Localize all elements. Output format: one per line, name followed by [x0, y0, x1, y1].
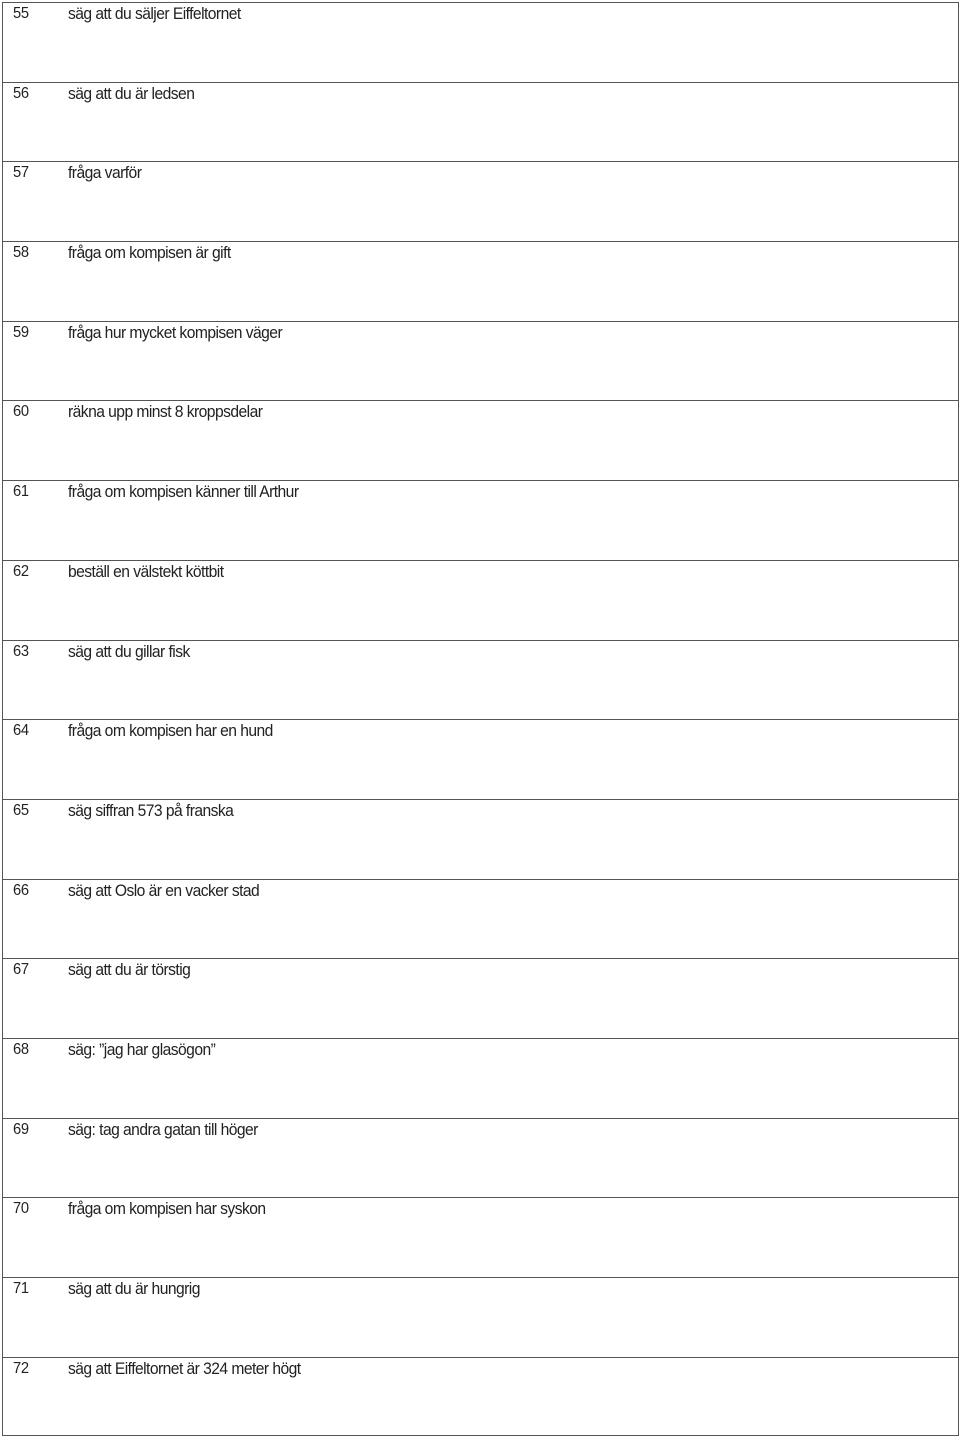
row-number: 67 [13, 961, 29, 979]
row-text: säg att Eiffeltornet är 324 meter högt [68, 1358, 301, 1378]
table-row [3, 322, 958, 402]
row-text: säg: tag andra gatan till höger [68, 1119, 258, 1139]
row-number: 62 [13, 562, 29, 580]
row-text: säg siffran 573 på franska [68, 800, 234, 820]
row-text: fråga om kompisen har en hund [68, 721, 273, 741]
task-table [2, 2, 959, 1436]
row-number: 68 [13, 1040, 29, 1058]
table-row [3, 481, 958, 561]
table-row [3, 1278, 958, 1358]
row-number: 56 [13, 84, 29, 102]
table-row [3, 720, 958, 800]
row-number: 60 [13, 403, 29, 421]
table-row [3, 561, 958, 641]
row-number: 66 [13, 881, 29, 899]
row-text: fråga hur mycket kompisen väger [68, 322, 283, 342]
row-number: 63 [13, 642, 29, 660]
row-text: säg att du säljer Eiffeltornet [68, 4, 241, 23]
row-text: säg att du är hungrig [68, 1279, 200, 1298]
table-row [3, 401, 958, 481]
row-text: fråga varför [68, 163, 142, 183]
table-row [3, 242, 958, 322]
row-number: 71 [13, 1280, 29, 1297]
table-row [3, 959, 958, 1039]
row-text: säg att du gillar fisk [68, 641, 190, 661]
row-number: 64 [13, 722, 29, 740]
table-row [3, 1119, 958, 1199]
row-text: säg att du är ledsen [68, 83, 195, 103]
row-text: fråga om kompisen känner till Arthur [68, 482, 299, 502]
row-number: 57 [13, 164, 29, 182]
row-text: säg att Oslo är en vacker stad [68, 880, 260, 900]
table-row [3, 1198, 958, 1278]
row-number: 72 [13, 1359, 29, 1377]
row-text: säg att du är törstig [68, 960, 191, 980]
row-text: beställ en välstekt köttbit [68, 561, 224, 581]
row-number: 69 [13, 1120, 29, 1138]
table-row [3, 162, 958, 242]
table-row [3, 1039, 958, 1119]
row-number: 70 [13, 1200, 29, 1218]
table-row [3, 3, 958, 83]
table-row [3, 641, 958, 721]
table-row [3, 800, 958, 880]
row-text: fråga om kompisen har syskon [68, 1199, 266, 1219]
row-number: 55 [13, 5, 29, 22]
row-text: säg: ”jag har glasögon” [68, 1039, 216, 1059]
row-number: 61 [13, 483, 29, 501]
table-row [3, 83, 958, 163]
row-number: 59 [13, 323, 29, 341]
row-text: fråga om kompisen är gift [68, 243, 231, 263]
row-text: räkna upp minst 8 kroppsdelar [68, 402, 263, 422]
table-row [3, 880, 958, 960]
row-number: 65 [13, 801, 29, 819]
row-number: 58 [13, 244, 29, 262]
